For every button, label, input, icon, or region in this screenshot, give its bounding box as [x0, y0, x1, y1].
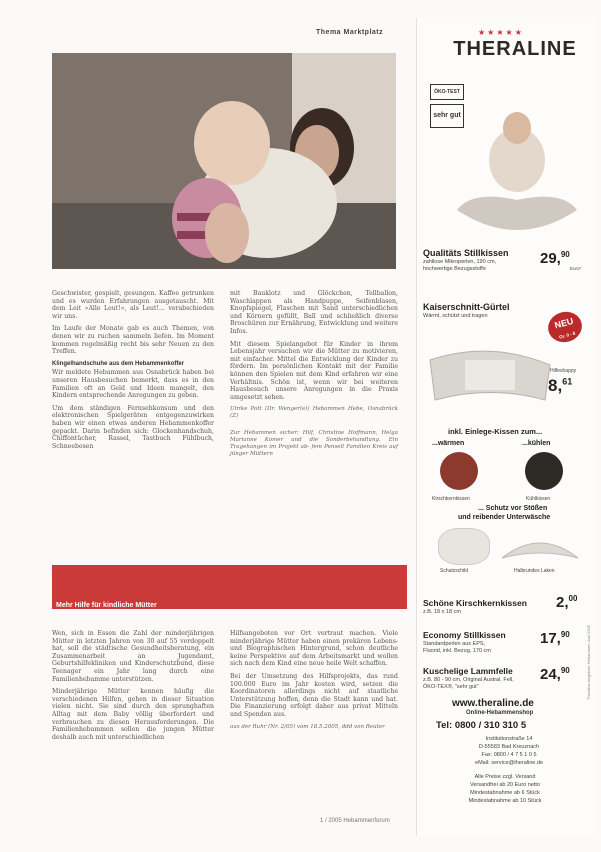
half-round-pad-image — [500, 528, 580, 568]
shipping-line: Mindestabnahme ab 10 Stück — [468, 798, 542, 804]
product-1-desc: hochwertige Bezugsstoffe — [423, 266, 486, 272]
website-link[interactable]: www.theraline.de — [452, 698, 534, 709]
address-line: Institutionstraße 14 — [485, 736, 533, 742]
shipping-line: Alle Preise zzgl. Versand — [474, 774, 536, 780]
product-3-price: 2,00 — [556, 594, 578, 611]
product-4-name: Economy Stillkissen — [423, 630, 506, 640]
paragraph: Um dem ständigen Fernsehkonsum und den elektronischen Spielgeräten entgegenzuwirken haben wir einen etwas anderen Hebammenkoffer gepackt. Darin befinden sich: Glockenhandschuh, Chiffontücher, Rassel, Tastbuch Fühlbuch, Schneebesen — [52, 404, 214, 450]
nursing-pillow-image — [452, 100, 582, 240]
rating-badge: sehr gut — [430, 104, 464, 128]
protection-line-1: ... Schutz vor Stößen — [478, 505, 548, 512]
product-5-name: Kuschelige Lammfelle — [423, 666, 513, 676]
new-badge: NEU Gr. 0 - 8 — [545, 308, 586, 346]
shield-label: Schutzschild — [440, 568, 469, 574]
cool-pad-label: Kühlkissen — [526, 496, 551, 502]
subheading: Klingelhandschuhe aus dem Hebammenkoffer — [52, 360, 185, 367]
product-1-unit: Euro* — [570, 266, 582, 271]
protection-line-2: und reibender Unterwäsche — [458, 514, 551, 521]
cherry-pit-pillow-image — [440, 452, 478, 490]
photo-illustration — [52, 53, 396, 269]
article-column-2-lower — [230, 630, 398, 731]
product-4-desc: Standardperlen aus EPS, — [423, 641, 486, 647]
address-line: eMail: service@theraline.de — [475, 760, 543, 766]
paragraph: Geschwister, gespielt, gesungen. Kaffee getrunken und es wurden Erfahrungen ausgetauscht. Mit dem Leit »Alle Leut!«, als Leut!... verabschieden wir uns. — [52, 290, 214, 320]
paragraph: Wir meldete Hebammen aus Osnabrück haben bei unseren Hausbesuchen bemerkt, dass es in den Familien oft an Geld und Ideen mangelt, den Kindern entsprechende Anregungen zu geben. — [52, 369, 214, 400]
paragraph: Bei der Umsetzung des Hilfsprojekts, das rund 100.000 Euro im Jahr kosten wird, setzen die Koordinatoren allerdings nicht auf staatliche Unterstützung hoffen, denn die Stadt kann und hat. Die Finanzierung erfolgt daher aus privat Mitteln und Spenden aus. — [230, 672, 398, 718]
source-line: aus der Ruhr (Nr. 2/05) vom 18.5.2005, ddd von Reuter — [230, 723, 385, 730]
paragraph: Minderjährige Mütter kennen häufig die verschiedenen Hilfen, gehen in dieser Situation vielen nicht. Sie sind durch den sprunghaften Alltag mit dem Baby völlig überfordert und verbrauchen zu diesen Herausforderungen. Die Familienhebammen sollen die jungen Mütter deshalb auch mit unterschiedlichen — [52, 688, 214, 741]
contact-address — [454, 735, 564, 767]
product-2-label: Hilfeshappy — [550, 368, 577, 374]
product-1-name: Qualitäts Stillkissen — [423, 248, 509, 258]
address-line: D-55583 Bad Kreuznach — [478, 744, 540, 750]
paragraph: Hilfsangeboten vor Ort vertraut machen. Viele minderjährige Mütter haben einen prekären Lebens- und Biographischen Hintergrund, schon deutliche keine Perspektive auf dem Arbeitsmarkt und wollen sich nach dem Kind eine neue heile Welt schaffen. — [230, 630, 398, 668]
side-note: Theraline Angebote Hebammen Juni 2005 — [586, 625, 591, 700]
stars-icon: ★★★★★ — [478, 28, 524, 37]
half-pad-label: Halbrundes Laken — [514, 568, 555, 574]
product-2-name: Kaiserschnitt-Gürtel — [423, 302, 510, 312]
product-4-desc: Fluorid, inkl. Bezug, 170 cm — [423, 648, 491, 654]
shop-subtitle: Online-Hebammenshop — [466, 710, 534, 716]
warm-label: ...wärmen — [432, 440, 465, 447]
paragraph: Wen, sich in Essen die Zahl der minderjährigen Mütter in letzten Jahren von 30 auf 55 verdoppelt hat, soll die städtische Gesundheitsberatung, ein Zusammenarbeit an Jugendamt, Geburtshilfekliniken und Kinderschutzbund, diese Teenager ein Jahr lang durch eine Familienhebamme unterstützen. — [52, 630, 214, 683]
brand-logo: THERALINE — [453, 38, 577, 60]
author-line: Ulrike Pott (Dr. Wenger(e)) Hebammen Hebe, Osnabrück (Z) — [230, 406, 398, 420]
article-column-1-lower — [52, 630, 214, 746]
product-2-price: 8,61 — [548, 376, 573, 395]
phone-number: Tel: 0800 / 310 310 5 — [436, 720, 527, 731]
paragraph: Im Laufe der Monate gab es auch Themen, von denen wir zu ruchen sammeln liefen. Im Moment kommen regelmäßig recht bis sehr Neuen zu den Treffen. — [52, 325, 214, 356]
product-4-price: 17,90 — [540, 630, 570, 647]
shipping-line: Mindestabnahme ab 6 Stück — [470, 790, 540, 796]
photo-caption: Zur Hebammen sicher: Hilf, Christine Hoffmann, Helga Marianne Komer und die Sonderbehandlung. Ein Tragehangen im Projekt ab- fem Pensell Familien Kreis auf jünger Müttern — [230, 430, 398, 458]
page-footer: 1 / 2005 Hebammenforum — [320, 818, 390, 824]
cooling-pad-image — [525, 452, 563, 490]
shipping-line: Versandfrei ab 20 Euro netto — [469, 782, 541, 788]
cherry-label: Kirschkernkissen — [432, 496, 470, 502]
shipping-info — [440, 773, 570, 805]
oeko-test-badge: ÖKO-TEST — [430, 84, 464, 100]
product-1-desc: zahllose Mikroperlen, 190 cm, — [423, 259, 497, 265]
inkl-text: inkl. Einlege-Kissen zum... — [448, 427, 543, 436]
product-5-desc: ÖKO-TEX®, "sehr gut" — [423, 684, 479, 690]
article-column-2 — [230, 290, 398, 458]
product-5-price: 24,90 — [540, 666, 570, 683]
address-line: Fax: 0800 / 4 7 5 1 0 5 — [481, 752, 537, 758]
product-1-price: 29,90 — [540, 250, 570, 267]
product-5-desc: z.B. 80 - 90 cm, Original Austral. Fell, — [423, 677, 514, 683]
belt-image — [425, 330, 555, 420]
cool-label: ...kühlen — [522, 440, 551, 447]
product-3-name: Schöne Kirschkernkissen — [423, 598, 527, 608]
product-2-desc: Wärmt, schützt und tragen — [423, 313, 488, 319]
mother-baby-photo — [52, 53, 396, 269]
product-3-desc: z.B. 18 x 18 cm — [423, 609, 461, 615]
paragraph: Mit diesem Spielangebot für Kinder in ihrem Lebensjahr versuchen wir die Mütter zu motivieren, mit einfacher. Mittel die Entwicklung der Kinder zu fördern. Im persönlichen Kontakt mit der Familie können den Spielen mit dem Kind erfahren wir eine Verhältnis. Schön ist, wenn wir bei weiteren Hausbesuch unsere Anregungen in die Praxis umgesetzt sehen. — [230, 340, 398, 401]
shield-pad-image — [438, 528, 490, 565]
section-title: Mehr Hilfe für kindliche Mütter — [56, 602, 157, 609]
article-column-1 — [52, 290, 214, 455]
paragraph: mit Bauklotz und Glöckchen, Tellballon, Waschlappen als Handpuppe, Seifenblasen, Knopfspiegel, Flaschen mit Sand unterschiedlichen und Körnern gefüllt, Ball und schließlich diverse Broschüren zur Ernährung, Entwicklung und weitere Infos. — [230, 290, 398, 335]
section-header: Thema Marktplatz — [316, 29, 384, 36]
